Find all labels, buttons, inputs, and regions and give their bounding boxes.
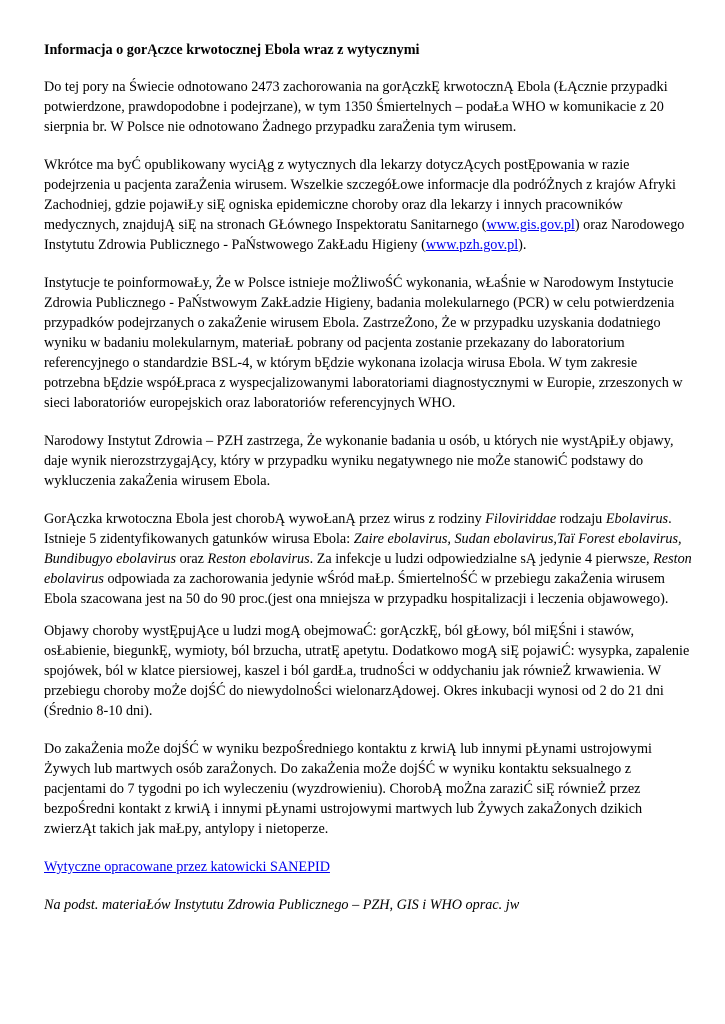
paragraph-nizp-pzh: Narodowy Instytut Zdrowia – PZH zastrzega, Że wykonanie badania u osób, u których nie wystĄpiŁy objawy, daje wynik nierozstrzygajĄcy, który w przypadku wyniku negatywnego nie moŻe stanowiĆ podstawy do wykluczenia zakaŻenia wirusem Ebola. <box>44 433 674 489</box>
guidelines-text-before: Wkrótce ma byĆ opublikowany wyciĄg z wytycznych dla lekarzy dotyczĄcych postĘpowania w razie podejrzenia u pacjenta zaraŻenia wirusem. Wszelkie szczegóŁowe informacje dla podróŻnych z krajów Afryki Zachodniej, gdzie pojawiŁy siĘ ogniska epidemiczne choroby oraz dla lekarzy i innych pracowników medycznych, znajdujĄ siĘ na stronach GŁównego Inspektoratu Sanitarnego ( <box>44 157 676 233</box>
paragraph-institutions: Instytucje te poinformowaŁy, Że w Polsce istnieje moŻliwoŚĆ wykonania, wŁaŚnie w Narodowym Instytucie Zdrowia Publicznego - PaŃstwowym ZakŁadzie Higieny, badania molekularnego (PCR) w celu potwierdzenia przypadków podejrzanych o zakaŻenie wirusem Ebola. ZastrzeŻono, Że w przypadku uzyskania dodatniego wyniku w badaniu molekularnym, materiaŁ pobrany od pacjenta zostanie przekazany do laboratorium referencyjnego o standardzie BSL-4, w którym bĘdzie wykonana izolacja wirusa Ebola. W tym zakresie potrzebna bĘdzie wspóŁpraca z wyspecjalizowanymi laboratoriami diagnostycznymi w Europie, zrzeszonych w sieci laboratoriów europejskich oraz laboratoriów referencyjnych WHO. <box>44 275 683 411</box>
virus-text-1: GorĄczka krwotoczna Ebola jest chorobĄ wywoŁanĄ przez wirus z rodziny <box>44 511 486 527</box>
gis-link[interactable]: www.gis.gov.pl <box>486 217 575 233</box>
virus-text-5: . Za infekcje u ludzi odpowiedzialne sĄ jedynie 4 pierwsze, <box>309 551 654 567</box>
virus-text-2: rodzaju <box>556 511 606 527</box>
document-title: Informacja o gorĄczce krwotocznej Ebola wraz z wytycznymi <box>44 42 420 58</box>
paragraph-intro: Do tej pory na Świecie odnotowano 2473 zachorowania na gorĄczkĘ krwotocznĄ Ebola (ŁĄcznie przypadki potwierdzone, prawdopodobne i podejrzane), w tym 1350 Śmiertelnych – podaŁa WHO w komunikacie z 20 sierpnia br. W Polsce nie odnotowano Żadnego przypadku zaraŻenia tym wirusem. <box>44 79 668 135</box>
pzh-link[interactable]: www.pzh.gov.pl <box>425 237 519 253</box>
virus-species-list: Zaire ebolavirus, Sudan ebolavirus,Taï Forest ebolavirus, Bundibugyo ebolavirus <box>44 531 682 567</box>
paragraph-guidelines <box>44 155 695 255</box>
paragraph-ebola-virus <box>44 509 695 609</box>
virus-text-6: odpowiada za zachorowania jedynie wŚród maŁp. ŚmiertelnoŚĆ w przebiegu zakaŻenia wirusem Ebola szacowana jest na 50 do 90 proc.(jest ona mniejsza w przypadku hospitalizacji i leczenia objawowego). <box>44 571 669 607</box>
paragraph-source <box>44 895 695 915</box>
guidelines-text-middle: ) oraz Narodowego Instytutu Zdrowia Publicznego - PaŃstwowego ZakŁadu Higieny ( <box>44 217 685 253</box>
virus-text-3: . Istnieje 5 zidentyfikowanych gatunków wirusa Ebola: <box>44 511 672 547</box>
source-note: Na podst. materiaŁów Instytutu Zdrowia Publicznego – PZH, GIS i WHO oprac. jw <box>44 897 520 913</box>
paragraph-symptoms: Objawy choroby wystĘpujĄce u ludzi mogĄ obejmowaĆ: gorĄczkĘ, ból gŁowy, ból miĘŚni i stawów, osŁabienie, biegunkĘ, wymioty, ból brzucha, utratĘ apetytu. Dodatkowo mogĄ siĘ pojawiĆ: wysypka, zapalenie spojówek, ból w klatce piersiowej, kaszel i ból gardŁa, trudnoŚci w oddychaniu jak równieŻ krwawienia. W przebiegu choroby moŻe dojŚĆ do niewydolnoŚci wielonarzĄdowej. Okres inkubacji wynosi od 2 do 21 dni (Średnio 8-10 dni). <box>44 623 690 719</box>
virus-family-name: Filoviriddae <box>485 511 557 527</box>
guidelines-text-after: ). <box>518 237 527 253</box>
sanepid-guidelines-link[interactable]: Wytyczne opracowane przez katowicki SANEPID <box>44 859 330 875</box>
paragraph-transmission: Do zakaŻenia moŻe dojŚĆ w wyniku bezpoŚredniego kontaktu z krwiĄ lub innymi pŁynami ustrojowymi Żywych lub martwych osób zaraŻonych. Do zakaŻenia moŻe dojŚĆ w wyniku kontaktu seksualnego z pacjentami do 7 tygodni po ich wyleczeniu (wyzdrowieniu). ChorobĄ moŻna zaraziĆ siĘ równieŻ przez bezpoŚredni kontakt z krwiĄ i innymi pŁynami ustrojowymi martwych lub Żywych zakaŻonych dzikich zwierzĄt takich jak maŁpy, antylopy i nietoperze. <box>44 741 652 837</box>
virus-text-4: oraz <box>176 551 208 567</box>
virus-species-reston: Reston ebolavirus <box>207 551 310 567</box>
paragraph-sanepid-link <box>44 857 695 877</box>
virus-species-reston-2: Reston ebolavirus <box>44 551 692 587</box>
virus-genus-name: Ebolavirus <box>605 511 669 527</box>
